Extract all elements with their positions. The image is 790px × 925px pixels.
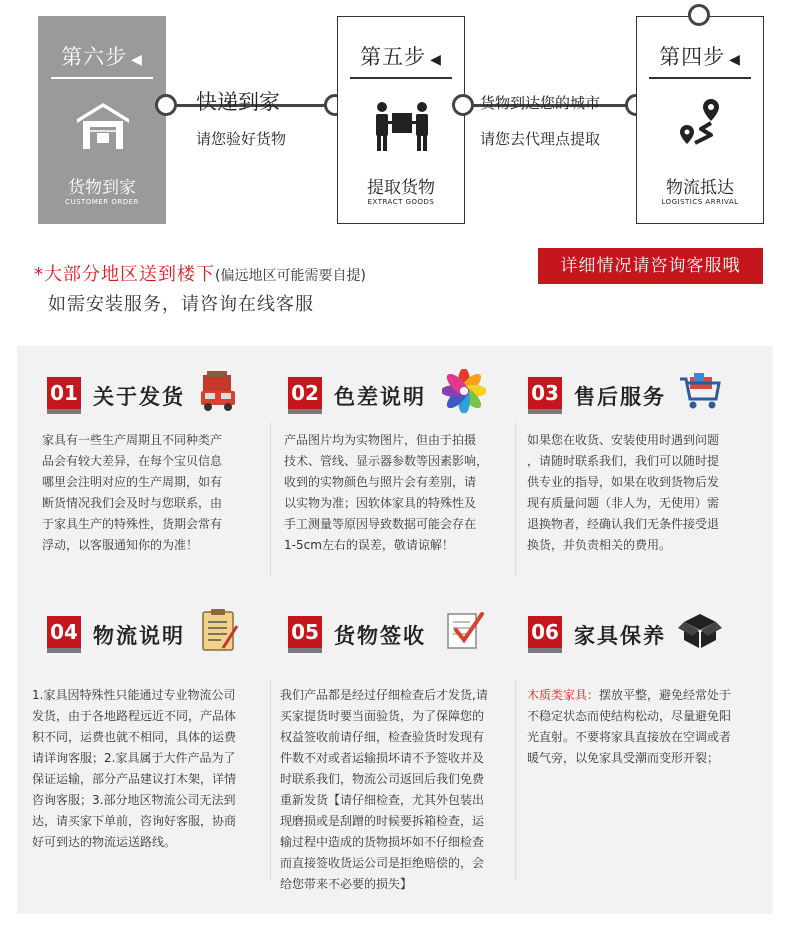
step-divider <box>51 77 153 79</box>
open-box-icon <box>678 608 722 652</box>
people-carrying-box-icon <box>372 95 432 155</box>
card-logistics-text: 1.家具因特殊性只能通过专业物流公司 发货，由于各地路程远近不同，产品体 积不同，运费也就不相同，具体的运费 请详询客服；2.家具属于大件产品为了 保证运输，部分产品建议打木架，详情 咨询客服；3.部分地区物流公司无法到 达，请买家下单前，咨询好客服，协商 好可到达的物流运送路线。 <box>32 688 237 849</box>
step-five <box>337 16 465 224</box>
card-signing-text: 我们产品都是经过仔细检查后才发货,请 买家提货时要当面验货，为了保障您的 权益签收前请仔细，检查验货时发现有 件数不对或者运输损坏请不予签收并及 时联系我们，物流公司返回后我们免费 重新发货【请仔细检查，尤其外包装出 现磨损或是刮蹭的时候要拆箱检查，运 输过程中造成的货物损坏如不仔细检查 而直接签收货运公司是拒绝赔偿的，会 给您带来不必要的损失】 <box>280 688 488 891</box>
step-subtitle: EXTRACT GOODS <box>367 198 435 206</box>
divider <box>515 680 516 880</box>
connector-top-text: 货物到达您的城市 <box>480 94 601 112</box>
card-number: 03 <box>528 377 562 409</box>
card-title: 关于发货 <box>93 385 185 409</box>
divider <box>515 422 516 577</box>
card-color-text: 产品图片均为实物图片，但由于拍摄 技术、管线、显示器参数等因素影响， 收到的实物颜色与照片会有差别，请 以实物为准；因软体家具的特殊性及 手工测量等原因导致数据可能会存在 1-5cm左右的误差，敬请谅解！ <box>284 433 489 552</box>
card-shipping-header <box>47 377 247 417</box>
divider <box>270 680 271 880</box>
card-number: 02 <box>288 377 322 409</box>
step-four <box>636 16 764 224</box>
install-note: 如需安装服务，请咨询在线客服 <box>48 294 314 315</box>
step-title: 第六步 ◀ <box>61 45 143 69</box>
card-title: 售后服务 <box>574 385 666 409</box>
connector-ring <box>155 94 177 116</box>
connector-bottom-text: 请您去代理点提取 <box>480 130 601 148</box>
step-label: 提取货物 <box>367 178 435 198</box>
card-color-header <box>288 377 498 417</box>
step-title: 第四步 ◀ <box>659 45 741 69</box>
card-title: 物流说明 <box>93 624 185 648</box>
hanging-ring <box>688 4 710 26</box>
step-six <box>38 16 166 224</box>
card-title: 家具保养 <box>574 624 666 648</box>
highlight-label: 木质类家具： <box>527 688 600 702</box>
step-label: 货物到家 <box>68 178 136 198</box>
divider <box>270 422 271 577</box>
connector-top-text: 快递到家 <box>196 90 280 114</box>
card-aftersales-header <box>528 377 738 417</box>
card-number: 01 <box>47 377 81 409</box>
step-divider <box>649 77 751 79</box>
card-care-header <box>528 616 738 656</box>
step-divider <box>350 77 452 79</box>
warehouse-icon <box>73 95 133 155</box>
checklist-icon <box>442 608 486 652</box>
card-signing-header <box>288 616 498 656</box>
delivery-truck-icon <box>197 369 241 413</box>
step-label: 物流抵达 <box>666 178 734 198</box>
step-title: 第五步 ◀ <box>360 45 442 69</box>
card-aftersales-text: 如果您在收货、安装使用时遇到问题 ，请随时联系我们，我们可以随时提 供专业的指导，如果在收到货物后发 现有质量问题（非人为，无使用）需 退换物者，经确认我们无条件接受退 换货，并负责相关的费用。 <box>527 433 720 552</box>
delivery-note: *大部分地区送到楼下(偏远地区可能需要自提) <box>34 264 366 285</box>
clipboard-checklist-icon <box>197 608 241 652</box>
card-number: 04 <box>47 616 81 648</box>
card-title: 色差说明 <box>334 385 426 409</box>
shopping-cart-icon <box>678 369 722 413</box>
connector-ring <box>452 94 474 116</box>
card-number: 06 <box>528 616 562 648</box>
step-subtitle: CUSTOMER ORDER <box>65 198 139 206</box>
card-shipping-text: 家具有一些生产周期且不同种类产 品会有较大差异，在每个宝贝信息 哪里会注明对应的生产周期，如有 断货情况我们会及时与您联系，由 于家具生产的特殊性，货期会常有 浮动，以客服通知你的为准！ <box>42 433 223 552</box>
map-pin-route-icon <box>671 95 731 155</box>
step-subtitle: LOGISTICS ARRIVAL <box>661 198 739 206</box>
card-title: 货物签收 <box>334 624 426 648</box>
color-wheel-icon <box>442 369 486 413</box>
connector-bottom-text: 请您验好货物 <box>196 130 287 148</box>
contact-service-banner[interactable]: 详细情况请咨询客服哦 <box>538 248 763 284</box>
card-number: 05 <box>288 616 322 648</box>
card-care-text: 木质类家具：摆放平整，避免经常处于 不稳定状态而使结构松动，尽量避免阳 光直射。不要将家具直接放在空调或者 暖气旁，以免家具受潮而变形开裂； <box>527 688 732 765</box>
card-logistics-header <box>47 616 257 656</box>
